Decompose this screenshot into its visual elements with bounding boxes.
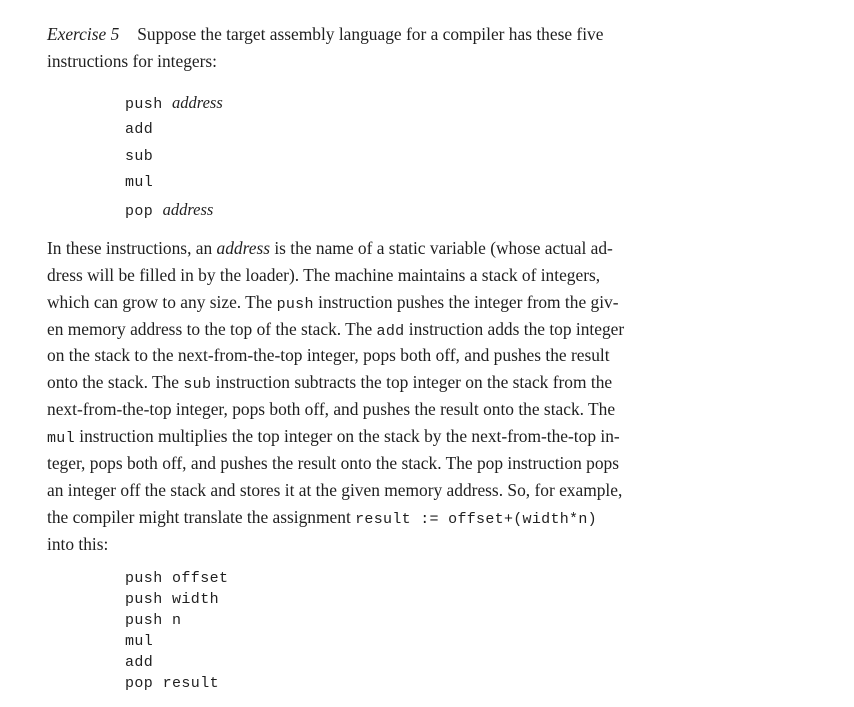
paragraph-text: instruction adds the top integer: [404, 319, 625, 339]
instruction-op: add: [125, 121, 154, 138]
code-listing-line: mul: [125, 633, 154, 650]
inline-code: result := offset+(width*n): [355, 511, 597, 528]
inline-code: add: [376, 323, 405, 340]
paragraph-line: teger, pops both off, and pushes the result onto the stack. The pop instruction pops: [47, 453, 619, 473]
instruction-add: [125, 120, 153, 140]
instruction-op: pop: [125, 203, 154, 220]
instruction-op: sub: [125, 148, 154, 165]
paragraph-line: [47, 318, 624, 343]
paragraph-text: instruction multiplies the top integer on the stack by the next-from-the-top in-: [74, 426, 620, 446]
inline-code: mul: [47, 430, 75, 447]
exercise-intro-line2: instructions for integers:: [47, 51, 218, 71]
paragraph-line: dress will be filled in by the loader). The machine maintains a stack of integers,: [47, 265, 601, 285]
paragraph-line: into this:: [47, 534, 109, 554]
instruction-op: mul: [125, 174, 154, 191]
instruction-mul: [125, 173, 153, 193]
instruction-sub: [125, 147, 153, 167]
paragraph-line: an integer off the stack and stores it at the given memory address. So, for example,: [47, 480, 623, 500]
paragraph-text: is the name of a static variable (whose actual ad-: [270, 238, 613, 258]
paragraph-text: instruction pushes the integer from the giv-: [313, 292, 619, 312]
code-listing-line: push width: [125, 591, 220, 608]
exercise-heading: [47, 23, 603, 45]
instruction-pop: [125, 200, 213, 222]
code-listing-line: add: [125, 654, 154, 671]
paragraph-line: [47, 291, 619, 316]
paragraph-line: [47, 237, 613, 259]
code-listing-line: pop result: [125, 675, 220, 692]
paragraph-text: instruction subtracts the top integer on the stack from the: [211, 372, 613, 392]
exercise-label: Exercise 5: [47, 24, 120, 44]
paragraph-line: on the stack to the next-from-the-top integer, pops both off, and pushes the result: [47, 345, 610, 365]
exercise-intro-line1: Suppose the target assembly language for a compiler has these five: [137, 24, 604, 44]
paragraph-text: the compiler might translate the assignment: [47, 507, 356, 527]
instruction-op: push: [125, 96, 163, 113]
inline-code: push: [276, 296, 314, 313]
code-listing-line: push n: [125, 612, 182, 629]
inline-code: sub: [183, 376, 212, 393]
paragraph-line: [47, 506, 597, 531]
paragraph-emphasis: address: [216, 238, 270, 258]
paragraph-line: [47, 425, 620, 450]
instruction-arg: address: [162, 200, 214, 219]
paragraph-line: [47, 371, 612, 396]
instruction-arg: address: [172, 93, 223, 112]
paragraph-text: en memory address to the top of the stack. The: [47, 319, 377, 339]
code-listing-line: push offset: [125, 570, 229, 587]
paragraph-text: In these instructions, an: [47, 238, 217, 258]
paragraph-text: onto the stack. The: [47, 372, 184, 392]
paragraph-line: next-from-the-top integer, pops both off, and pushes the result onto the stack. The: [47, 399, 616, 419]
paragraph-text: which can grow to any size. The: [47, 292, 277, 312]
instruction-push: [125, 93, 223, 115]
